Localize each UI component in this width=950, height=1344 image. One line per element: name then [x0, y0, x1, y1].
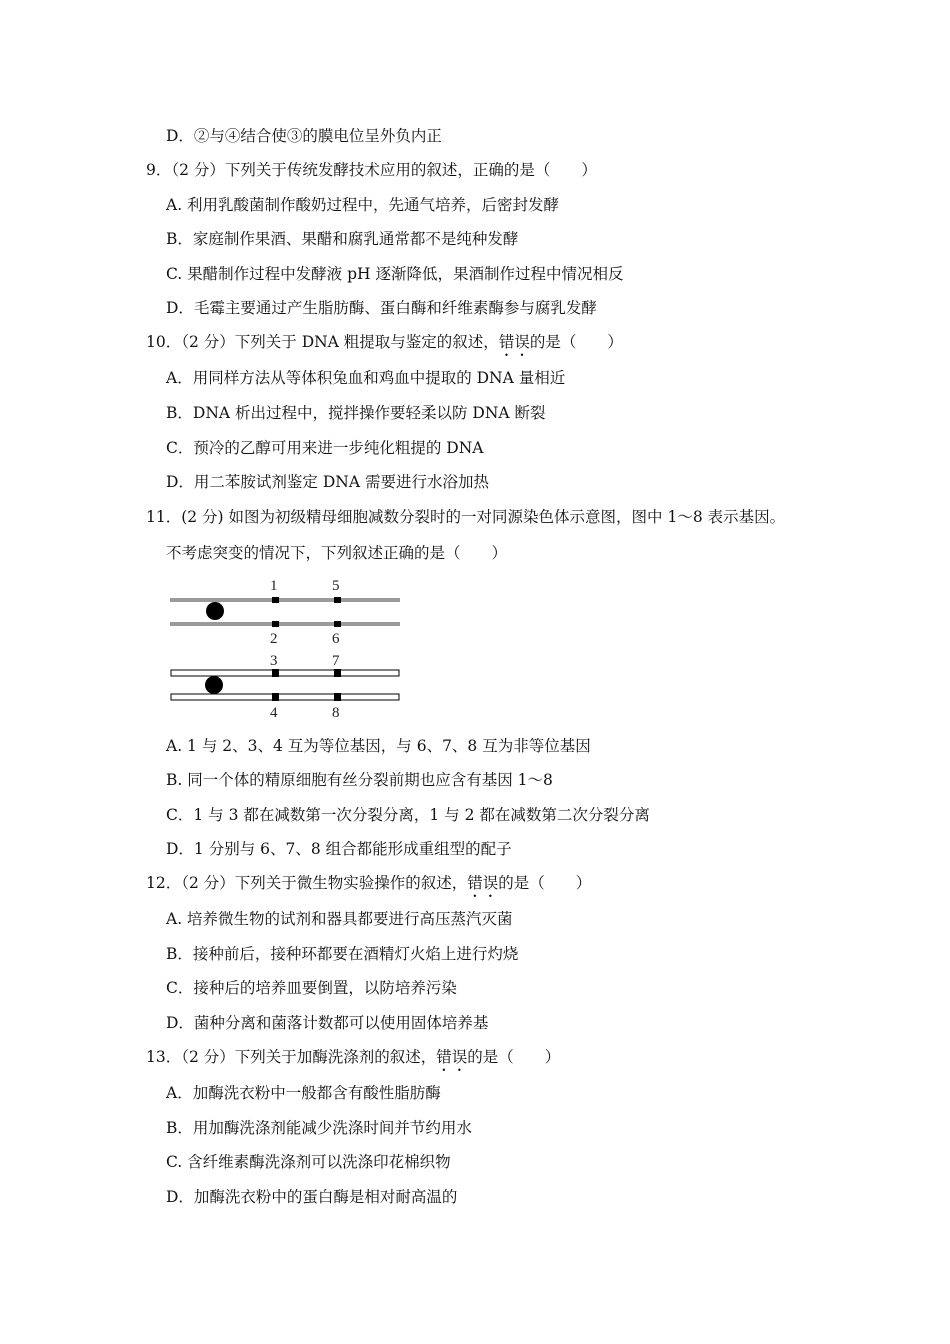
- q8-option-d: D．②与④结合使③的膜电位呈外负内正: [166, 127, 442, 145]
- q10-stem-post: 的是（ ）: [529, 333, 623, 351]
- q11-option-a: A. 1 与 2、3、4 互为等位基因，与 6、7、8 互为非等位基因: [166, 737, 591, 755]
- q9-option-c: C. 果醋制作过程中发酵液 pH 逐渐降低，果酒制作过程中情况相反: [166, 265, 624, 283]
- q12-stem-post: 的是（ ）: [498, 874, 592, 892]
- q9-option-d: D．毛霉主要通过产生脂肪酶、蛋白酶和纤维素酶参与腐乳发酵: [166, 299, 597, 317]
- q12-option-b: B．接种前后，接种环都要在酒精灯火焰上进行灼烧: [166, 945, 519, 963]
- q13-option-b: B．用加酶洗涤剂能减少洗涤时间并节约用水: [166, 1119, 472, 1137]
- q9-option-a: A. 利用乳酸菌制作酸奶过程中，先通气培养，后密封发酵: [166, 196, 560, 214]
- lower-chromatid-1: [171, 670, 399, 676]
- q12-option-a: A. 培养微生物的试剂和器具都要进行高压蒸汽灭菌: [166, 910, 513, 928]
- gene-3-mark: [272, 669, 279, 677]
- gene-7-label: 7: [332, 653, 340, 669]
- gene-6-mark: [334, 621, 341, 627]
- gene-5-label: 5: [332, 578, 340, 594]
- q13-option-a: A．加酶洗衣粉中一般都含有酸性脂肪酶: [166, 1084, 441, 1102]
- q12-option-d: D．菌种分离和菌落计数都可以使用固体培养基: [166, 1014, 489, 1032]
- q10-stem-pre: 10．（2 分）下列关于 DNA 粗提取与鉴定的叙述，: [146, 333, 499, 351]
- gene-1-mark: [272, 597, 279, 603]
- gene-2-label: 2: [270, 631, 278, 647]
- q12-option-c: C．接种后的培养皿要倒置，以防培养污染: [166, 979, 457, 997]
- gene-6-label: 6: [332, 631, 340, 647]
- q12-stem-emphasis: 错误: [467, 874, 499, 892]
- q11-stem-line1: 11．(2 分) 如图为初级精母细胞减数分裂时的一对同源染色体示意图，图中 1～8 表示基因。: [146, 508, 786, 526]
- lower-centromere: [205, 676, 223, 694]
- q9-option-b: B．家庭制作果酒、果醋和腐乳通常都不是纯种发酵: [166, 230, 519, 248]
- gene-7-mark: [334, 669, 341, 677]
- q12-stem: [146, 873, 591, 901]
- gene-4-mark: [272, 693, 279, 701]
- q13-stem-pre: 13．（2 分）下列关于加酶洗涤剂的叙述，: [146, 1048, 437, 1066]
- q11-option-c: C．1 与 3 都在减数第一次分裂分离，1 与 2 都在减数第二次分裂分离: [166, 806, 650, 824]
- q13-option-d: D．加酶洗衣粉中的蛋白酶是相对耐高温的: [166, 1188, 458, 1206]
- upper-chromatid-1: [170, 598, 400, 602]
- q10-option-c: C．预冷的乙醇可用来进一步纯化粗提的 DNA: [166, 439, 484, 457]
- gene-1-label: 1: [270, 578, 278, 594]
- homologous-chromosome-figure: [166, 574, 406, 722]
- q13-option-c: C. 含纤维素酶洗涤剂可以洗涤印花棉织物: [166, 1153, 451, 1171]
- q10-stem: [146, 332, 623, 360]
- q9-stem: 9．（2 分）下列关于传统发酵技术应用的叙述，正确的是（ ）: [146, 161, 597, 179]
- gene-4-label: 4: [270, 705, 278, 721]
- q10-option-d: D．用二苯胺试剂鉴定 DNA 需要进行水浴加热: [166, 473, 489, 491]
- gene-8-mark: [334, 693, 341, 701]
- upper-centromere: [206, 602, 224, 620]
- lower-chromatid-2: [171, 694, 399, 700]
- gene-2-mark: [272, 621, 279, 627]
- q11-option-d: D．1 分别与 6、7、8 组合都能形成重组型的配子: [166, 840, 512, 858]
- q10-option-a: A．用同样方法从等体积兔血和鸡血中提取的 DNA 量相近: [166, 369, 566, 387]
- q10-option-b: B．DNA 析出过程中，搅拌操作要轻柔以防 DNA 断裂: [166, 404, 546, 422]
- q13-stem-post: 的是（ ）: [467, 1048, 561, 1066]
- q13-stem: [146, 1047, 560, 1075]
- gene-5-mark: [334, 597, 341, 603]
- q10-stem-emphasis: 错误: [498, 333, 530, 351]
- gene-3-label: 3: [270, 653, 278, 669]
- gene-8-label: 8: [332, 705, 340, 721]
- q11-stem-line2: 不考虑突变的情况下，下列叙述正确的是（ ）: [166, 544, 508, 562]
- q11-option-b: B. 同一个体的精原细胞有丝分裂前期也应含有基因 1～8: [166, 771, 553, 789]
- q12-stem-pre: 12．（2 分）下列关于微生物实验操作的叙述，: [146, 874, 468, 892]
- upper-chromatid-2: [170, 622, 400, 626]
- q13-stem-emphasis: 错误: [436, 1048, 468, 1066]
